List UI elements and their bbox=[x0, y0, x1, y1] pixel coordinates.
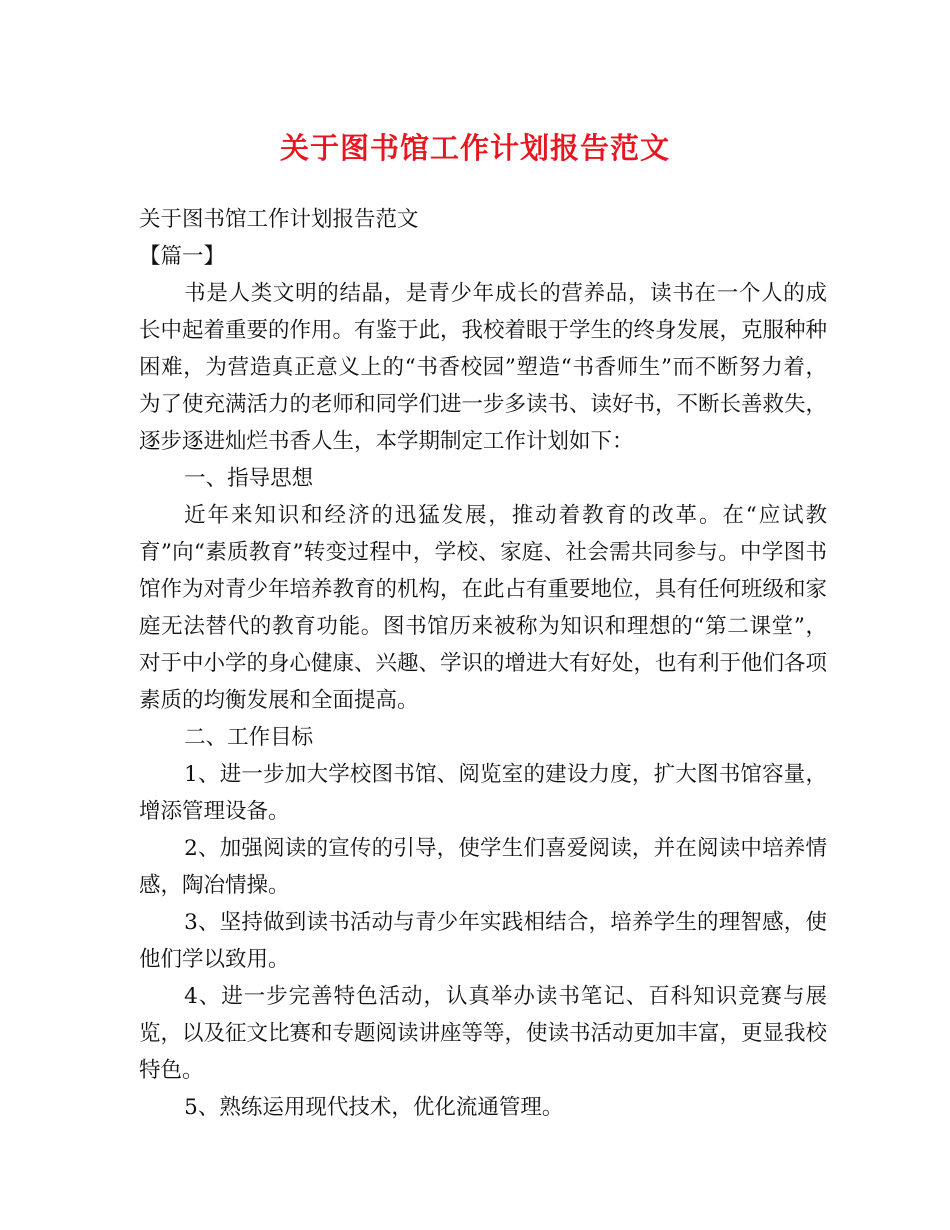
section-heading-work-goals: 二、工作目标 bbox=[184, 725, 314, 750]
section-heading-guiding-ideology: 一、指导思想 bbox=[184, 466, 314, 491]
chapter-heading: 【篇一】 bbox=[139, 244, 226, 269]
intro-paragraph: 书是人类文明的结晶，是青少年成长的营养品，读书在一个人的成长中起着重要的作用。有鉴于此，我校着眼于学生的终身发展，克服种种困难，为营造真正意义上的“书香校园”塑造“书香师生”而不断努力着，为了使充满活力的老师和同学们进一步多读书、读好书，不断长善救失，逐步逐进灿烂书香人生，本学期制定工作计划如下： bbox=[139, 281, 828, 454]
guiding-ideology-paragraph: 近年来知识和经济的迅猛发展，推动着教育的改革。在“应试教育”向“素质教育”转变过程中，学校、家庭、社会需共同参与。中学图书馆作为对青少年培养教育的机构，在此占有重要地位，具有任何班级和家庭无法替代的教育功能。图书馆历来被称为知识和理想的“第二课堂”，对于中小学的身心健康、兴趣、学识的增进大有好处，也有利于他们各项素质的均衡发展和全面提高。 bbox=[139, 503, 828, 713]
document-title: 关于图书馆工作计划报告范文 bbox=[279, 131, 670, 165]
goal-item-4: 4、进一步完善特色活动，认真举办读书笔记、百科知识竞赛与展览，以及征文比赛和专题阅读讲座等等，使读书活动更加丰富，更显我校特色。 bbox=[139, 984, 828, 1083]
goal-item-1: 1、进一步加大学校图书馆、阅览室的建设力度，扩大图书馆容量，增添管理设备。 bbox=[139, 762, 827, 824]
goal-item-5: 5、熟练运用现代技术，优化流通管理。 bbox=[184, 1095, 564, 1120]
goal-item-2: 2、加强阅读的宣传的引导，使学生们喜爱阅读，并在阅读中培养情感，陶冶情操。 bbox=[139, 836, 827, 898]
document-subtitle: 关于图书馆工作计划报告范文 bbox=[139, 207, 419, 232]
document-body bbox=[139, 201, 827, 1126]
goal-item-3: 3、坚持做到读书活动与青少年实践相结合，培养学生的理智感，使他们学以致用。 bbox=[139, 910, 827, 972]
